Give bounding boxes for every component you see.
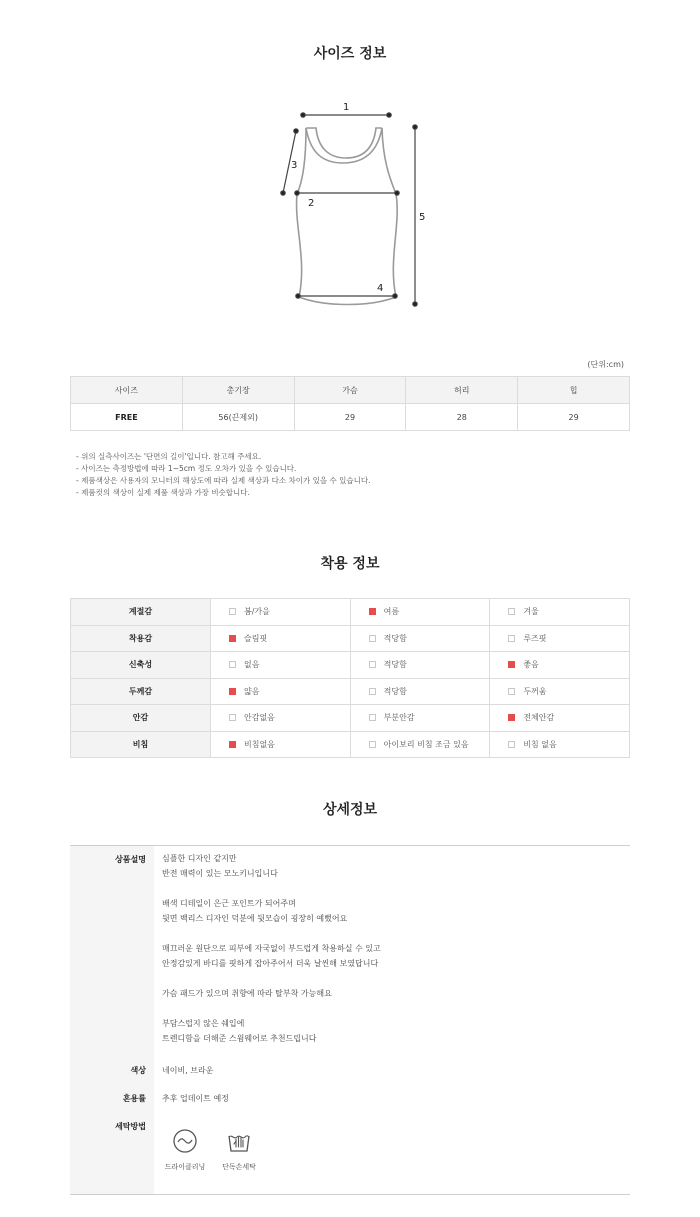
fit-option-label: 슬림핏 <box>244 633 268 643</box>
unchecked-box <box>229 714 236 721</box>
marker-1: 1 <box>343 102 350 113</box>
size-notes <box>76 451 371 499</box>
description-line: 심플한 디자인 같지만 <box>162 854 237 863</box>
table-row <box>71 678 630 705</box>
table-row <box>71 599 630 626</box>
fit-option <box>350 652 490 679</box>
hand-wash-icon <box>226 1128 252 1154</box>
marker-4: 4 <box>377 283 384 294</box>
unchecked-box <box>229 608 236 615</box>
unchecked-box <box>369 635 376 642</box>
unchecked-box <box>369 661 376 668</box>
unchecked-box <box>508 741 515 748</box>
fit-option <box>350 678 490 705</box>
fit-option <box>211 599 351 626</box>
fit-option-label: 부분안감 <box>383 713 415 723</box>
fit-row-label: 착용감 <box>71 625 211 652</box>
size-cell: FREE <box>71 404 183 431</box>
fit-option-label: 비침 없음 <box>523 739 557 749</box>
dry-clean-label: 드라이클리닝 <box>164 1163 206 1171</box>
unchecked-box <box>369 714 376 721</box>
fit-option-label: 전체안감 <box>523 713 555 723</box>
unchecked-box <box>369 688 376 695</box>
description-line: 안정감있게 바디를 핏하게 잡아주어서 더욱 날씬해 보였답니다 <box>162 959 379 968</box>
description-line <box>162 1001 381 1016</box>
fit-row-label: 신축성 <box>71 652 211 679</box>
checked-box <box>369 608 376 615</box>
unchecked-box <box>508 688 515 695</box>
fit-option-label: 적당함 <box>383 660 407 670</box>
description-label: 상품설명 <box>115 855 146 864</box>
fit-option <box>350 599 490 626</box>
material-label: 혼용률 <box>122 1094 146 1103</box>
detail-info-title: 상세정보 <box>322 802 378 818</box>
dry-clean-item <box>160 1128 210 1172</box>
fit-option-label: 아이보리 비침 조금 있음 <box>383 739 469 749</box>
table-row <box>71 705 630 732</box>
fit-option <box>490 705 630 732</box>
fit-option-label: 두꺼움 <box>523 686 547 696</box>
detail-table <box>70 845 630 1195</box>
description-line: 가슴 패드가 있으며 취향에 따라 탈부착 가능해요 <box>162 989 332 998</box>
dry-clean-icon <box>172 1128 198 1154</box>
description-line <box>162 971 381 986</box>
fit-row-label: 비침 <box>71 731 211 758</box>
fit-option <box>211 678 351 705</box>
fit-option <box>490 731 630 758</box>
fit-option-label: 좋음 <box>523 660 539 670</box>
fit-option-label: 봄/가을 <box>244 607 270 617</box>
header-cell: 가슴 <box>294 377 406 404</box>
material-value: 추후 업데이트 예정 <box>162 1094 229 1103</box>
table-row <box>71 731 630 758</box>
fit-info-title: 착용 정보 <box>320 556 380 572</box>
hand-wash-label: 단독손세탁 <box>222 1163 256 1171</box>
header-cell: 사이즈 <box>71 377 183 404</box>
fit-option <box>350 705 490 732</box>
unit-label: (단위:cm) <box>587 360 624 369</box>
fit-table <box>70 598 630 758</box>
fit-option <box>211 625 351 652</box>
description-line <box>162 926 381 941</box>
size-table-header-row <box>71 377 630 404</box>
table-row <box>71 404 630 431</box>
fit-option-label: 겨울 <box>523 607 539 617</box>
unchecked-box <box>508 608 515 615</box>
hip-cell: 29 <box>518 404 630 431</box>
fit-option <box>490 678 630 705</box>
marker-2: 2 <box>308 198 315 209</box>
fit-option <box>211 731 351 758</box>
washing-label: 세탁방법 <box>115 1122 146 1131</box>
table-row <box>71 625 630 652</box>
description-line: 배색 디테일이 은근 포인트가 되어주며 <box>162 899 296 908</box>
fit-option <box>490 599 630 626</box>
length-cell: 56(끈제외) <box>182 404 294 431</box>
note-item: - 제품컷의 색상이 실제 제품 색상과 가장 비슷합니다. <box>76 488 250 497</box>
header-cell: 허리 <box>406 377 518 404</box>
marker-5: 5 <box>419 212 426 223</box>
unchecked-box <box>508 635 515 642</box>
checked-box <box>508 661 515 668</box>
color-value: 네이비, 브라운 <box>162 1066 214 1075</box>
color-label: 색상 <box>130 1066 146 1075</box>
fit-row-label: 계절감 <box>71 599 211 626</box>
description-line: 트렌디함을 더해준 스윔웨어로 추천드립니다 <box>162 1034 317 1043</box>
hand-wash-item <box>214 1128 264 1172</box>
checked-box <box>229 741 236 748</box>
fit-row-label: 안감 <box>71 705 211 732</box>
description-line <box>162 881 381 896</box>
header-cell: 총기장 <box>182 377 294 404</box>
fit-option <box>490 652 630 679</box>
fit-option-label: 여름 <box>383 607 400 617</box>
checked-box <box>229 688 236 695</box>
description-line: 부담스럽지 않은 쉐입에 <box>162 1019 245 1028</box>
fit-option-label: 비침없음 <box>244 739 275 749</box>
chest-cell: 29 <box>294 404 406 431</box>
note-item: - 제품색상은 사용자의 모니터의 해상도에 따라 실제 색상과 다소 차이가 있을 수 있습니다. <box>76 476 371 485</box>
fit-row-label: 두께감 <box>71 678 211 705</box>
checked-box <box>508 714 515 721</box>
description-text <box>162 851 381 1046</box>
fit-option <box>350 625 490 652</box>
size-diagram <box>270 95 440 320</box>
fit-option-label: 안감없음 <box>244 713 275 723</box>
fit-option-label: 적당함 <box>383 633 407 643</box>
fit-option <box>211 705 351 732</box>
fit-option-label: 없음 <box>244 660 260 670</box>
table-row <box>71 652 630 679</box>
description-line: 반전 매력이 있는 모노키니입니다 <box>162 869 278 878</box>
fit-option-label: 적당함 <box>383 686 407 696</box>
marker-3: 3 <box>291 160 298 171</box>
fit-option <box>350 731 490 758</box>
fit-option <box>211 652 351 679</box>
unchecked-box <box>229 661 236 668</box>
size-table <box>70 376 630 431</box>
fit-option <box>490 625 630 652</box>
tank-top-outline <box>297 128 398 305</box>
description-line: 매끄러운 원단으로 피부에 자국없이 부드럽게 착용하실 수 있고 <box>162 944 381 953</box>
header-cell: 힙 <box>518 377 630 404</box>
note-item: - 위의 실측사이즈는 '단면의 길이'입니다. 참고해 주세요. <box>76 452 262 461</box>
checked-box <box>229 635 236 642</box>
fit-option-label: 얇음 <box>244 686 260 696</box>
size-info-title: 사이즈 정보 <box>313 46 387 62</box>
note-item: - 사이즈는 측정방법에 따라 1~5cm 정도 오차가 있을 수 있습니다. <box>76 464 297 473</box>
fit-option-label: 루즈핏 <box>523 633 547 643</box>
description-line: 뒷면 백리스 디자인 덕분에 뒷모습이 굉장히 예뻤어요 <box>162 914 348 923</box>
unchecked-box <box>369 741 376 748</box>
detail-label-column <box>70 846 154 1194</box>
waist-cell: 28 <box>406 404 518 431</box>
